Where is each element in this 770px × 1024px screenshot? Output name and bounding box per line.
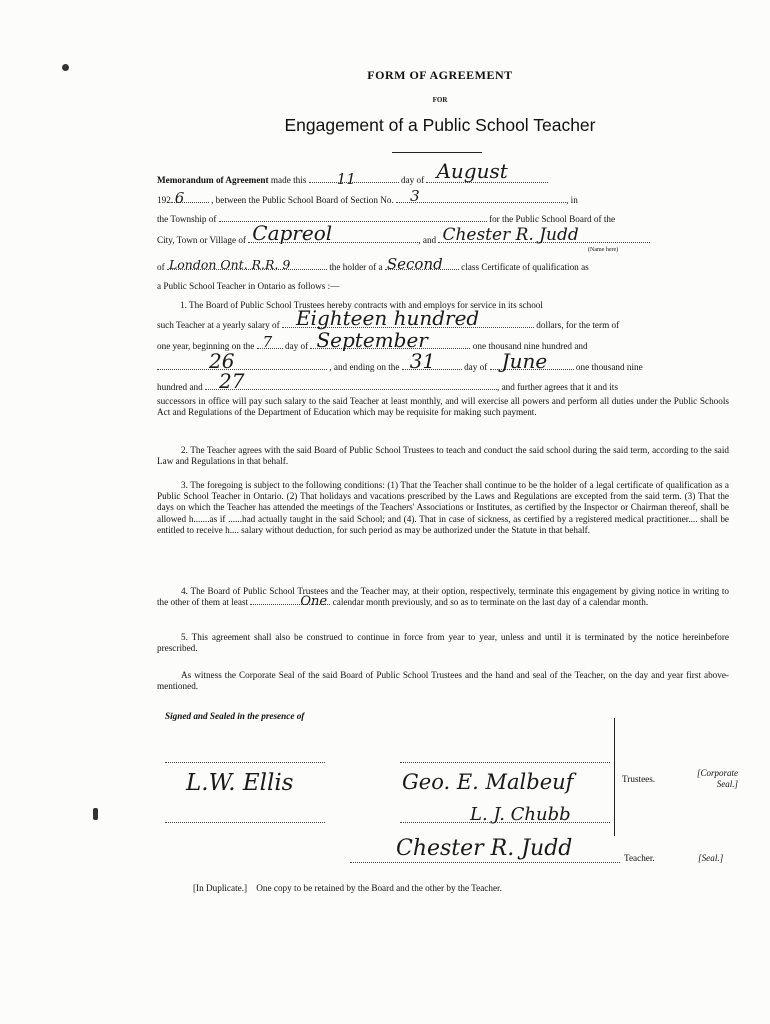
- clause-4: [157, 586, 729, 608]
- trustee-1-signature: Geo. E. Malbeuf: [402, 770, 574, 794]
- clause-1-line-1: 1. The Board of Public School Trustees hereby contracts with and employs for service in its school: [180, 300, 543, 310]
- salary-tail: dollars, for the term of: [536, 320, 620, 330]
- city-value: Capreol: [252, 221, 333, 245]
- notice-value: One: [300, 594, 328, 610]
- memo-line-1: [157, 159, 548, 188]
- end-day-of: day of: [464, 362, 488, 372]
- for-board-text: for the Public School Board of the: [489, 214, 616, 224]
- teacher-signature: Chester R. Judd: [396, 836, 573, 861]
- trustee-dotted-line-2: [400, 822, 610, 823]
- begin-day-field: [257, 333, 283, 351]
- class-value: Second: [386, 255, 443, 273]
- class-cert-text: class Certificate of qualification as: [461, 262, 589, 272]
- address-value: London Ont. R.R. 9: [168, 257, 291, 272]
- signed-sealed-label: Signed and Sealed in the presence of: [165, 711, 305, 721]
- begin-month-field: [310, 328, 470, 352]
- and-text: , and: [418, 235, 437, 245]
- witness-dotted-line-1: [165, 762, 325, 763]
- end-day-value: 31: [409, 349, 436, 373]
- scan-speck: [93, 808, 98, 820]
- month-value: August: [436, 159, 508, 183]
- year-prefix: 192: [157, 195, 171, 205]
- clause-4-text-b: calendar month previously, and so as to terminate on the last day of a calendar month.: [332, 597, 649, 608]
- end-month-value: June: [501, 349, 548, 373]
- trustee-2-signature: L. J. Chubb: [470, 804, 571, 825]
- end-month-field: [490, 349, 574, 373]
- trustee-dotted-line-1: [400, 762, 610, 763]
- city-town-label: City, Town or Village of: [157, 235, 246, 245]
- footer-note: One copy to be retained by the Board and the other by the Teacher.: [256, 883, 502, 893]
- trustees-label: Trustees.: [622, 774, 656, 784]
- memo-lead: Memorandum of Agreement: [157, 175, 269, 185]
- class-field: [385, 255, 459, 273]
- of-label: of: [157, 262, 165, 272]
- duplicate-label: [In Duplicate.]: [193, 883, 248, 893]
- salary-lead: such Teacher at a yearly salary of: [157, 320, 280, 330]
- memo-line-3: [157, 214, 615, 225]
- end-day-field: [402, 349, 462, 373]
- memo-line-5: [157, 255, 589, 273]
- section-value: 3: [410, 187, 420, 205]
- made-this: made this: [270, 175, 307, 185]
- name-here-label: (Name here): [588, 247, 619, 253]
- witness-dotted-line-2: [165, 822, 325, 823]
- clause-2: 2. The Teacher agrees with the said Board of Public School Trustees to teach and conduct the said school during the said term, according to the said Law and Regulations in that behalf.: [157, 445, 729, 467]
- begin-month-value: September: [316, 328, 428, 352]
- ontario-line: a Public School Teacher in Ontario as follows :—: [157, 281, 340, 291]
- begin-day-of: day of: [284, 341, 309, 351]
- witness-signature: L.W. Ellis: [186, 770, 294, 796]
- clause-4-text-a: 4. The Board of Public School Trustees and the Teacher may, at their option, respectively, terminate this engagement by giving notice in writing to the other of them at least: [157, 586, 729, 608]
- teacher-label: Teacher.: [624, 853, 655, 863]
- seal-label: [Seal.]: [698, 853, 724, 863]
- form-of-agreement-heading: FORM OF AGREEMENT: [367, 68, 513, 82]
- clause-3: 3. The foregoing is subject to the following conditions: (1) That the Teacher shall continue to be the holder of a legal certificate of qualification as a Public School Teacher in Ontario. (2) That holidays and vacations prescribed by the Laws and Regulations are excepted from the said term. (3) That the days on which the Teacher has attended the meetings of the Teachers' Associations or Institutes, as certified by the Inspector or Chairman thereof, shall be allowed h.......as if ......had actually taught in the said School; and (4). That in case of sickness, as certified by a registered medical practitioner.... shall be entitled to receive h.... salary without deduction, for such period as may be authorized under the Statute in that behalf.: [157, 480, 729, 535]
- holder-text: the holder of a: [329, 262, 383, 272]
- end-year-field: [205, 369, 497, 393]
- page-title: Engagement of a Public School Teacher: [284, 115, 596, 135]
- between-text: , between the Public School Board of Section No.: [211, 195, 394, 205]
- for-heading: FOR: [432, 96, 448, 104]
- footer-line: [193, 883, 502, 894]
- teacher-name-field: [438, 225, 650, 245]
- year-field: [171, 189, 209, 207]
- teacher-name-value: Chester R. Judd: [442, 225, 579, 245]
- title-rule: [392, 152, 482, 153]
- clause-1-paragraph-2: successors in office will pay such salary to the said Teacher at least monthly, and will exercise all powers and perform all duties under the Public Schools Act and Regulations of the Department of Education which may be requisite for making such payment.: [157, 396, 729, 418]
- clause-5: 5. This agreement shall also be construed to continue in force from year to year, unless and until it is terminated by the notice hereinbefore prescribed.: [157, 632, 729, 654]
- hundred-and-text: hundred and: [157, 382, 203, 392]
- year-value: 6: [174, 189, 185, 207]
- agrees-text: , and further agrees that it and its: [496, 382, 618, 392]
- memo-line-2: [157, 187, 578, 207]
- month-field: [426, 159, 548, 183]
- end-year-line: [157, 369, 618, 393]
- salary-value: Eighteen hundred: [295, 306, 480, 330]
- corporate-seal-label: [Corporate Seal.]: [696, 768, 738, 789]
- memo-line-4: [157, 221, 650, 246]
- begin-lead: one year, beginning on the: [157, 341, 255, 351]
- city-field: [248, 221, 418, 245]
- notice-field: [250, 594, 330, 610]
- scan-speck: [62, 64, 69, 71]
- end-year-value: 27: [218, 369, 245, 393]
- day-num-value: 11: [336, 170, 356, 188]
- trustee-bracket-line: [614, 718, 615, 836]
- township-label: the Township of: [157, 214, 217, 224]
- address-field: [167, 257, 327, 272]
- in-text: , in: [566, 195, 578, 205]
- section-field: [396, 187, 566, 205]
- begin-day-value: 7: [262, 333, 273, 351]
- one-thousand-text: one thousand nine hundred and: [472, 341, 588, 351]
- witness-paragraph: As witness the Corporate Seal of the said Board of Public School Trustees and the hand and seal of the Teacher, on the day and year first above-mentioned.: [157, 670, 729, 692]
- teacher-dotted-line: [350, 862, 620, 863]
- ending-text: , and ending on the: [329, 362, 400, 372]
- begin-year-value: 26: [209, 349, 235, 373]
- day-num-field: [309, 170, 399, 188]
- day-of: day of: [400, 175, 425, 185]
- one-thousand-nine-text: one thousand nine: [575, 362, 643, 372]
